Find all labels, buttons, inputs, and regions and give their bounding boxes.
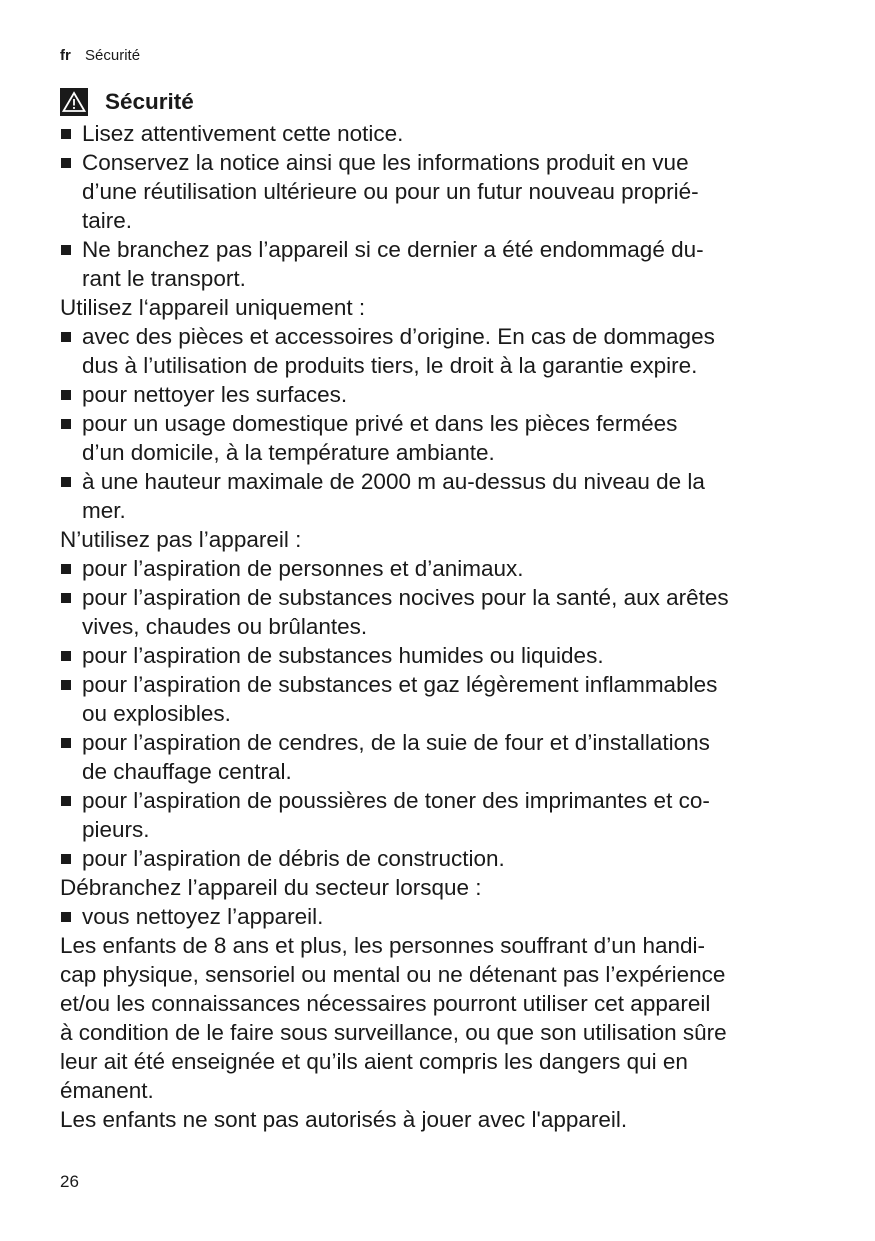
list-item: pour l’aspiration de cendres, de la suie de four et d’installations de chauffage central.: [60, 728, 830, 786]
running-header: [60, 46, 140, 66]
language-code: fr: [60, 47, 71, 64]
usage-intro: Utilisez l‘appareil uniquement :: [60, 294, 366, 320]
unplug-intro: Débranchez l’appareil du secteur lorsque :: [60, 874, 482, 900]
children-play-notice: Les enfants ne sont pas autorisés à jouer avec l'appareil.: [60, 1106, 628, 1132]
list-item: vous nettoyez l’appareil.: [60, 902, 830, 931]
list-item: pour un usage domestique privé et dans les pièces fermées d’un domicile, à la température ambiante.: [60, 409, 830, 467]
list-item: pour l’aspiration de personnes et d’animaux.: [60, 554, 830, 583]
page-number: 26: [60, 1172, 79, 1191]
list-item: avec des pièces et accessoires d’origine. En cas de dommages dus à l’utilisation de produits tiers, le droit à la garantie expire.: [60, 322, 830, 380]
warning-triangle-icon: [60, 88, 88, 116]
safety-content: [60, 119, 830, 1134]
list-item: Ne branchez pas l’appareil si ce dernier a été endommagé du- rant le transport.: [60, 235, 830, 293]
list-item: pour nettoyer les surfaces.: [60, 380, 830, 409]
list-item: pour l’aspiration de débris de construction.: [60, 844, 830, 873]
usage-list: [60, 322, 830, 525]
header-section-title: Sécurité: [85, 47, 141, 64]
unplug-list: [60, 902, 830, 931]
general-safety-list: [60, 119, 830, 293]
section-title: Sécurité: [105, 89, 194, 114]
list-item: pour l’aspiration de substances nocives pour la santé, aux arêtes vives, chaudes ou brûlantes.: [60, 583, 830, 641]
children-paragraph: Les enfants de 8 ans et plus, les personnes souffrant d’un handi- cap physique, sensoriel ou mental ou ne détenant pas l’expérience et/ou les connaissances nécessaires pourront utiliser cet appareil à condition de le faire sous surveillance, ou que son utilisation sûre leur ait été enseignée et qu’ils aient compris les dangers qui en émanent.: [60, 932, 727, 1103]
prohibited-list: [60, 554, 830, 873]
list-item: Conservez la notice ainsi que les informations produit en vue d’une réutilisation ultérieure ou pour un futur nouveau proprié- taire.: [60, 148, 830, 235]
list-item: pour l’aspiration de substances humides ou liquides.: [60, 641, 830, 670]
list-item: Lisez attentivement cette notice.: [60, 119, 830, 148]
list-item: pour l’aspiration de substances et gaz légèrement inflammables ou explosibles.: [60, 670, 830, 728]
list-item: à une hauteur maximale de 2000 m au-dessus du niveau de la mer.: [60, 467, 830, 525]
prohibited-intro: N’utilisez pas l’appareil :: [60, 526, 302, 552]
section-heading: [60, 87, 194, 117]
list-item: pour l’aspiration de poussières de toner des imprimantes et co- pieurs.: [60, 786, 830, 844]
